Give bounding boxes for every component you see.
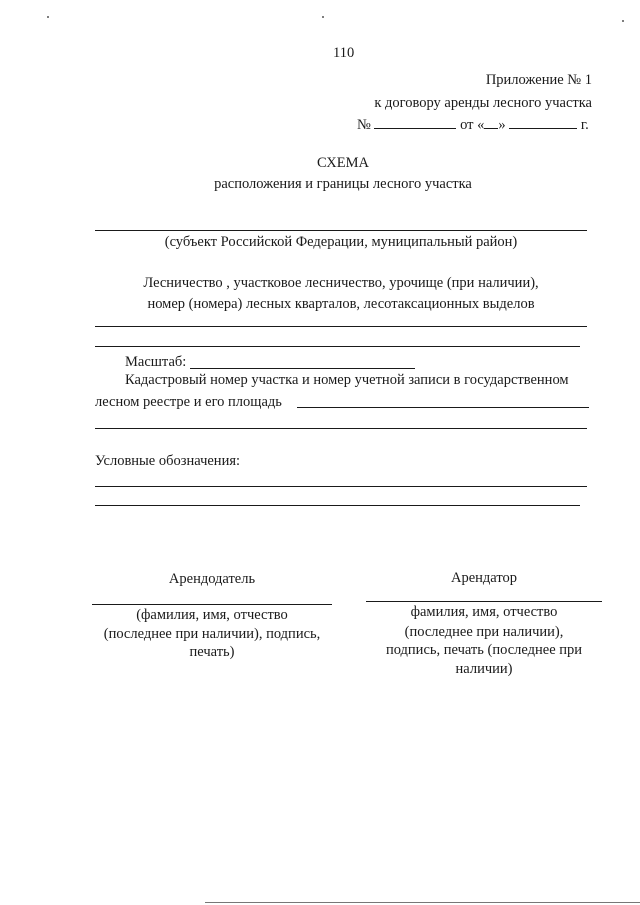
legend-blank-line-1: [95, 486, 587, 487]
lessor-signature-line: [92, 604, 332, 605]
scan-speck: [622, 20, 624, 22]
contract-number-line: [357, 116, 589, 134]
subject-caption: (субъект Российской Федерации, муниципальный район): [164, 234, 518, 250]
lessor-caption-line3: печать): [189, 644, 235, 660]
cadastral-blank-line-1: [297, 407, 589, 408]
lessee-title: Арендатор: [450, 570, 517, 586]
cadastral-caption-line1: Кадастровый номер участка и номер учетной записи в государственном: [125, 372, 569, 388]
subject-blank-line: [95, 230, 587, 231]
day-blank: [484, 116, 498, 129]
lessee-caption-line3: подпись, печать (последнее при: [385, 642, 583, 658]
scan-speck: [47, 16, 49, 18]
cadastral-caption-line2: лесном реестре и его площадь: [95, 394, 282, 410]
year-suffix: г.: [580, 117, 589, 133]
date-from-label: от «: [460, 117, 485, 133]
forestry-blank-line-1: [95, 326, 587, 327]
scan-edge-line: [205, 902, 640, 903]
lessor-caption-line1: (фамилия, имя, отчество: [136, 607, 288, 623]
appendix-subtitle: к договору аренды лесного участка: [374, 95, 592, 111]
lessee-signature-line: [366, 601, 602, 602]
document-subtitle: расположения и границы лесного участка: [214, 176, 472, 192]
legend-label: Условные обозначения:: [95, 453, 241, 469]
page-number: 110: [333, 45, 355, 61]
lessor-caption-line2: (последнее при наличии), подпись,: [103, 626, 321, 642]
lessee-caption-line2: (последнее при наличии),: [404, 624, 564, 640]
month-blank: [509, 116, 577, 129]
document-title: СХЕМА: [317, 155, 369, 171]
lessee-caption-line1: фамилия, имя, отчество: [410, 604, 558, 620]
number-sign: №: [357, 117, 371, 133]
appendix-title: Приложение № 1: [485, 72, 592, 88]
contract-number-blank: [374, 116, 456, 129]
cadastral-blank-line-2: [95, 428, 587, 429]
forestry-caption-line1: Лесничество , участковое лесничество, урочище (при наличии),: [143, 275, 539, 291]
forestry-caption-line2: номер (номера) лесных кварталов, лесотаксационных выделов: [147, 296, 535, 312]
legend-blank-line-2: [95, 505, 580, 506]
forestry-blank-line-2: [95, 346, 580, 347]
date-close-quote: »: [498, 117, 506, 133]
scale-blank-line: [190, 368, 415, 369]
lessor-title: Арендодатель: [168, 571, 256, 587]
lessee-caption-line4: наличии): [455, 661, 513, 677]
scan-speck: [322, 16, 324, 18]
scale-label: Масштаб:: [125, 354, 187, 370]
